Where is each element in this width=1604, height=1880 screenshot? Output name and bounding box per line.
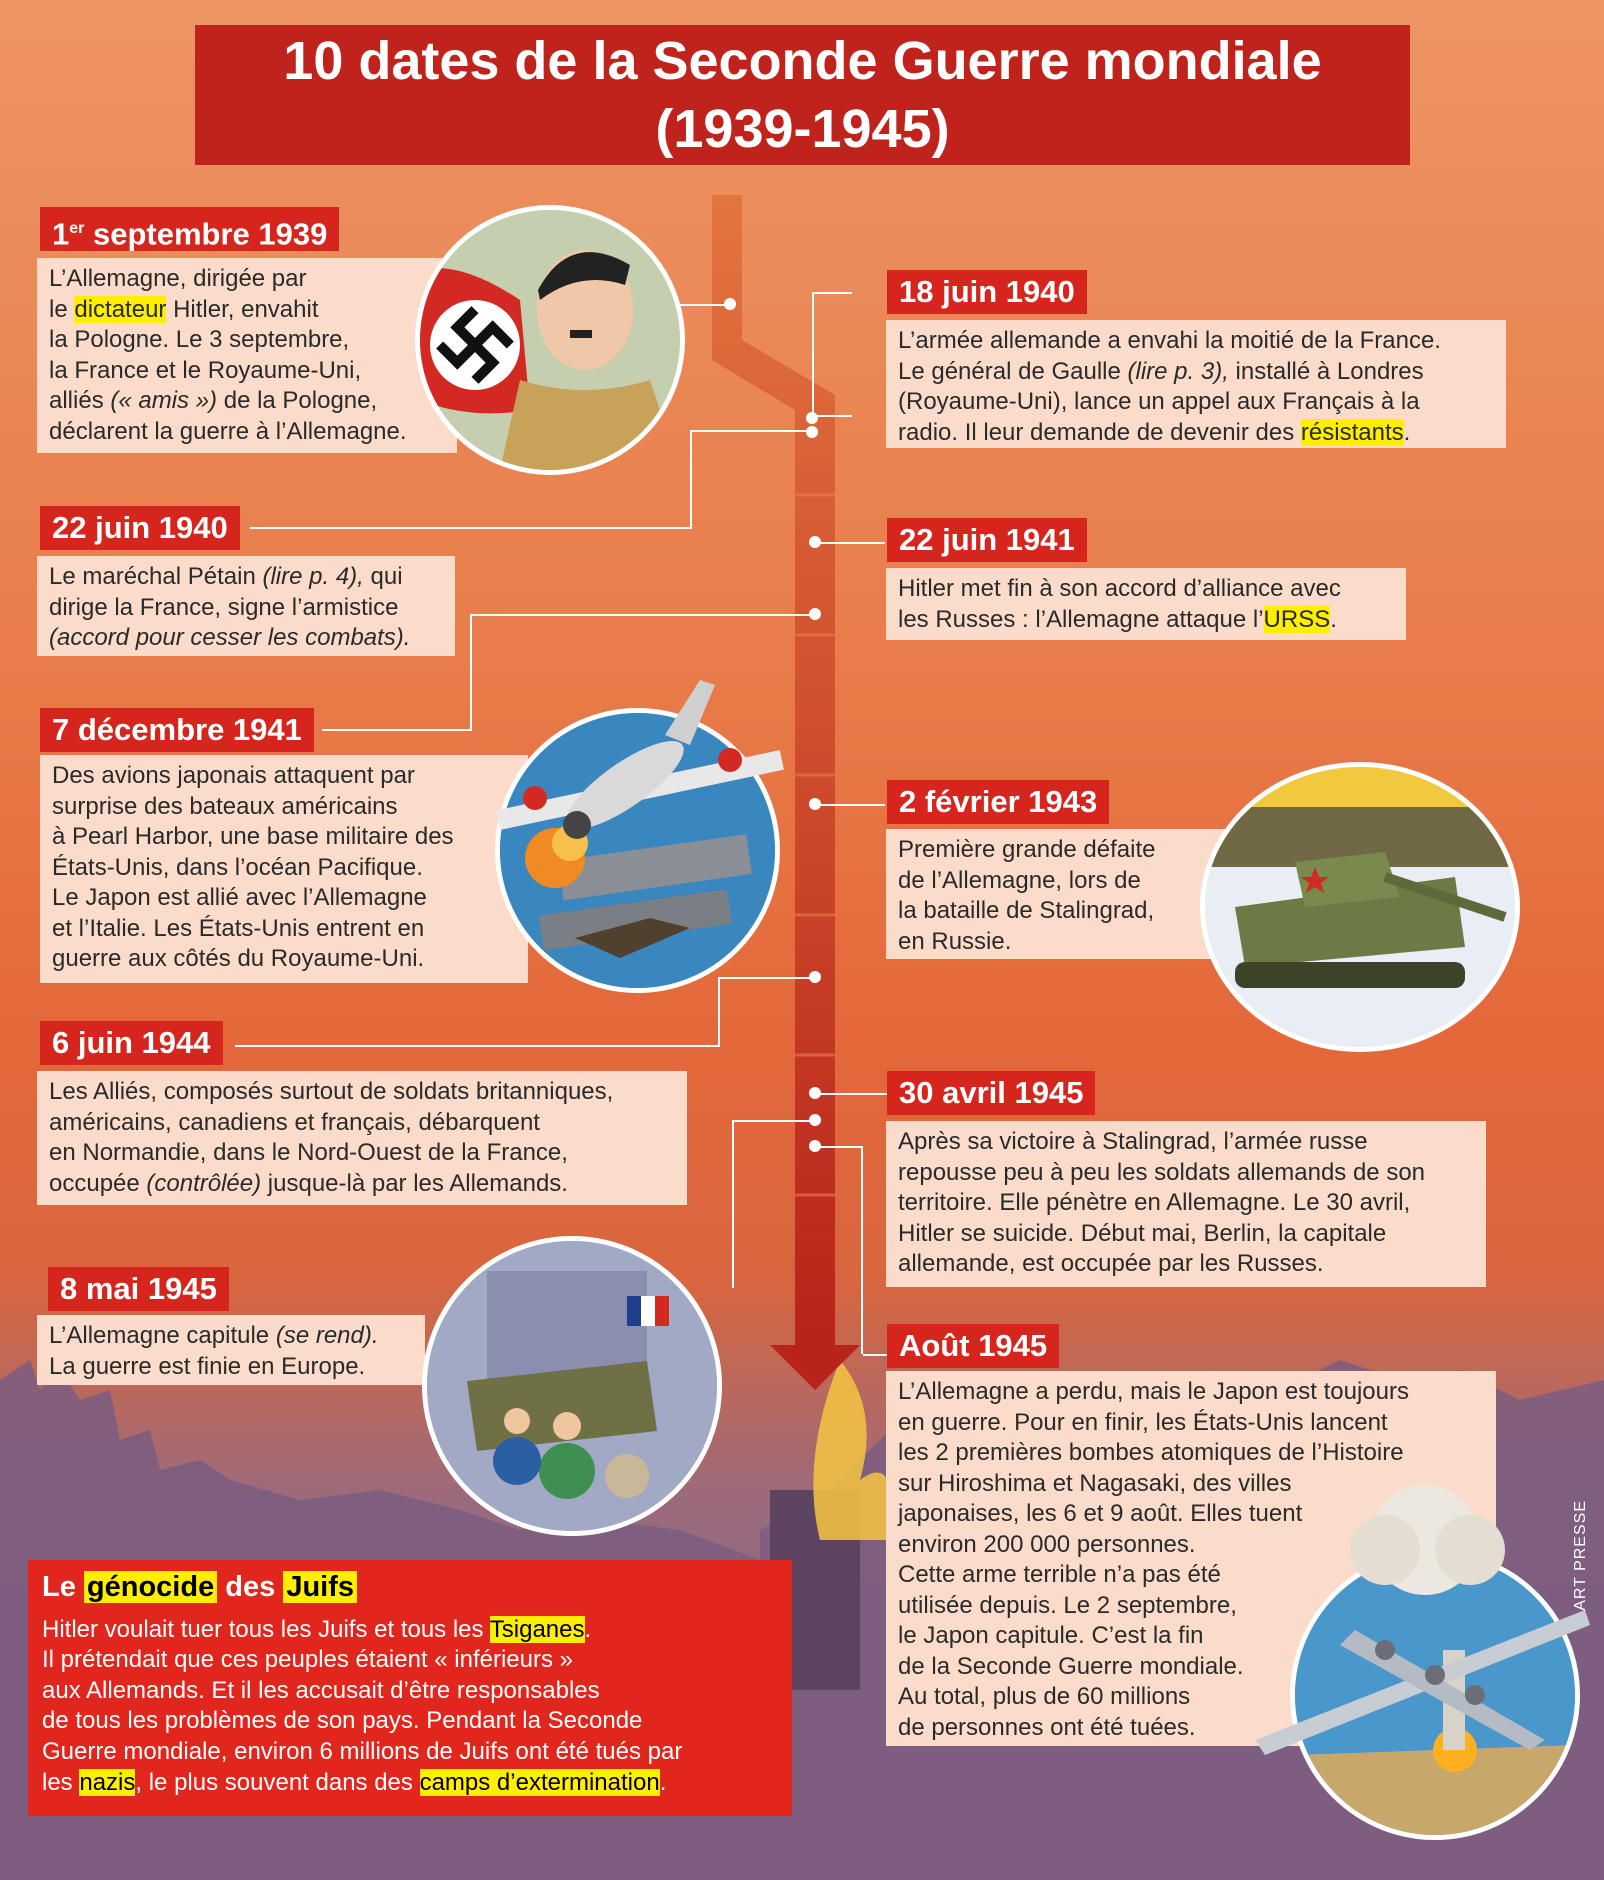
connector-line	[718, 977, 815, 1046]
tank-illustration	[1200, 762, 1520, 1052]
text-line: la Pologne. Le 3 septembre,	[49, 326, 350, 353]
text-line: dirige la France, signe l’armistice	[49, 593, 399, 621]
text-line: Le maréchal Pétain	[49, 563, 263, 590]
text-line: de personnes ont été tuées.	[898, 1713, 1196, 1741]
text-line: occupée	[49, 1169, 147, 1197]
genocide-title	[42, 1572, 778, 1603]
text-line: États-Unis, dans l’océan Pacifique.	[52, 853, 423, 881]
event-text	[886, 320, 1506, 448]
text-line: de tous les problèmes de son pays. Pendant la Seconde	[42, 1707, 643, 1735]
timeline-dot	[809, 608, 821, 620]
text-line: La guerre est finie en Europe.	[49, 1352, 366, 1380]
genocide-box	[28, 1560, 792, 1816]
text-line: de la Pologne,	[217, 387, 378, 414]
text-line: L’Allemagne capitule	[49, 1322, 276, 1349]
timeline-dot	[806, 412, 818, 424]
connector-line	[690, 430, 810, 527]
date-day: 1	[52, 216, 70, 252]
highlight-term: dictateur	[74, 295, 167, 323]
text-line: guerre aux côtés du Royaume-Uni.	[52, 945, 425, 972]
hitler-illustration	[415, 205, 685, 475]
text-line: déclarent la guerre à l’Allemagne.	[49, 417, 407, 445]
title-line-2: (1939-1945)	[655, 99, 950, 159]
italic-note: (se rend).	[275, 1322, 379, 1349]
zero-plane-illustration	[485, 675, 795, 855]
text-line: Les Alliés, composés surtout de soldats britanniques,	[49, 1078, 614, 1105]
text-line: (Royaume-Uni), lance un appel aux Français à la	[898, 388, 1420, 415]
event-text	[886, 1121, 1486, 1287]
text-line: surprise des bateaux américains	[52, 792, 398, 820]
event-text	[886, 829, 1226, 959]
text-line: Le Japon est allié avec l’Allemagne	[52, 884, 427, 911]
text-line: .	[1403, 418, 1411, 446]
text-line: en Russie.	[898, 927, 1012, 955]
text-line: à Pearl Harbor, une base militaire des	[52, 823, 454, 850]
liberation-illustration	[422, 1236, 722, 1536]
text-line: et l’Italie. Les États-Unis entrent en	[52, 914, 425, 942]
highlight-term: nazis	[79, 1768, 136, 1796]
event-text	[37, 258, 457, 453]
italic-note: (« amis »)	[110, 387, 218, 414]
connector-line	[235, 1045, 720, 1047]
text-line: en guerre. Pour en finir, les États-Unis lancent	[898, 1408, 1388, 1436]
bomber-plane-illustration	[1245, 1590, 1595, 1760]
text-line: Des avions japonais attaquent par	[52, 762, 415, 789]
text-line: les	[42, 1768, 80, 1796]
text-line: .	[1330, 605, 1337, 633]
highlight-term: génocide	[84, 1571, 217, 1603]
event-date: 22 juin 1941	[887, 518, 1087, 562]
text-line: L’Allemagne a perdu, mais le Japon est toujours	[898, 1378, 1409, 1405]
text-line: Hitler, envahit	[166, 295, 319, 323]
text-line: le	[49, 295, 75, 323]
text-line: utilisée depuis. Le 2 septembre,	[898, 1591, 1237, 1619]
credit-label: ART PRESSE	[1572, 1500, 1589, 1611]
text-line: Il prétendait que ces peuples étaient « inférieurs »	[42, 1646, 574, 1674]
italic-note: (contrôlée)	[146, 1169, 262, 1197]
highlight-term: résistants	[1300, 418, 1404, 446]
event-date: 6 juin 1944	[40, 1021, 223, 1065]
text-line: L’armée allemande a envahi la moitié de la France.	[898, 327, 1441, 354]
event-date: 18 juin 1940	[887, 270, 1087, 314]
text-line: Première grande défaite	[898, 836, 1156, 863]
highlight-term: camps d’extermination	[419, 1768, 660, 1796]
italic-note: (lire p. 3),	[1127, 357, 1229, 385]
event-date: 2 février 1943	[887, 780, 1109, 824]
timeline-dot	[806, 426, 818, 438]
title-text: des	[217, 1571, 284, 1603]
connector-line	[815, 1093, 888, 1095]
event-date: Août 1945	[887, 1324, 1059, 1368]
text-line: jusque-là par les Allemands.	[261, 1169, 568, 1197]
event-date: 30 avril 1945	[887, 1071, 1095, 1115]
italic-note: (accord pour cesser les combats).	[49, 624, 411, 651]
text-line: américains, canadiens et français, débarquent	[49, 1108, 540, 1136]
page-title	[195, 25, 1410, 165]
text-line: .	[659, 1768, 667, 1796]
timeline-dot	[809, 1114, 821, 1126]
connector-line	[815, 1146, 863, 1354]
highlight-term: URSS	[1263, 605, 1331, 633]
timeline-dot	[809, 971, 821, 983]
text-line: Cette arme terrible n’a pas été	[898, 1561, 1221, 1588]
event-date: 22 juin 1940	[40, 506, 240, 550]
event-date: 7 décembre 1941	[40, 708, 314, 752]
event-text	[886, 568, 1406, 640]
genocide-text	[42, 1615, 778, 1799]
text-line: en Normandie, dans le Nord-Ouest de la France,	[49, 1139, 568, 1166]
text-line: les Russes : l’Allemagne attaque l’	[898, 605, 1264, 633]
text-line: repousse peu à peu les soldats allemands de son	[898, 1158, 1426, 1186]
text-line: .	[584, 1615, 592, 1643]
text-line: japonaises, les 6 et 9 août. Elles tuent	[898, 1500, 1303, 1527]
title-line-1: 10 dates de la Seconde Guerre mondiale	[283, 31, 1322, 91]
text-line: Au total, plus de 60 millions	[898, 1683, 1191, 1710]
highlight-term: Tsiganes	[489, 1615, 585, 1643]
connector-line	[250, 527, 692, 529]
connector-line	[815, 542, 885, 544]
text-line: la France et le Royaume-Uni,	[49, 356, 362, 384]
text-line: qui	[363, 563, 403, 590]
text-line: sur Hiroshima et Nagasaki, des villes	[898, 1469, 1292, 1497]
date-rest: septembre 1939	[84, 216, 328, 252]
text-line: allemande, est occupée par les Russes.	[898, 1250, 1324, 1277]
text-line: la bataille de Stalingrad,	[898, 897, 1155, 924]
event-date: 8 mai 1945	[48, 1267, 229, 1311]
text-line: le Japon capitule. C’est la fin	[898, 1622, 1204, 1649]
timeline-dot	[724, 298, 736, 310]
date-sup: er	[69, 220, 85, 237]
text-line: Guerre mondiale, environ 6 millions de Juifs ont été tués par	[42, 1737, 683, 1765]
text-line: Hitler met fin à son accord d’alliance avec	[898, 575, 1341, 602]
event-text	[37, 1315, 425, 1385]
timeline-dot	[809, 1140, 821, 1152]
text-line: Après sa victoire à Stalingrad, l’armée russe	[898, 1128, 1368, 1155]
event-text	[37, 1071, 687, 1205]
text-line: Hitler voulait tuer tous les Juifs et tous les	[42, 1615, 490, 1643]
text-line: territoire. Elle pénètre en Allemagne. Le 30 avril,	[898, 1189, 1411, 1216]
text-line: de l’Allemagne, lors de	[898, 866, 1141, 894]
text-line: les 2 premières bombes atomiques de l’Histoire	[898, 1439, 1404, 1466]
timeline-dot	[809, 798, 821, 810]
timeline-dot	[809, 536, 821, 548]
text-line: environ 200 000 personnes.	[898, 1530, 1196, 1558]
text-line: radio. Il leur demande de devenir des	[898, 418, 1301, 446]
connector-line	[815, 804, 885, 806]
text-line: Hitler se suicide. Début mai, Berlin, la capitale	[898, 1219, 1387, 1247]
text-line: de la Seconde Guerre mondiale.	[898, 1652, 1244, 1680]
text-line: alliés	[49, 387, 111, 414]
text-line: L’Allemagne, dirigée par	[49, 265, 307, 292]
highlight-term: Juifs	[283, 1571, 357, 1603]
connector-line	[863, 1354, 888, 1356]
connector-line	[812, 292, 852, 417]
timeline-dot	[809, 1087, 821, 1099]
italic-note: (lire p. 4),	[262, 563, 364, 590]
connector-line	[732, 1120, 815, 1288]
text-line: aux Allemands. Et il les accusait d’être responsables	[42, 1676, 600, 1704]
title-text: Le	[42, 1571, 84, 1603]
connector-line	[322, 729, 472, 731]
text-line: installé à Londres	[1228, 357, 1424, 385]
event-date	[40, 207, 339, 251]
event-text	[40, 755, 528, 983]
text-line: , le plus souvent dans des	[135, 1768, 420, 1796]
text-line: Le général de Gaulle	[898, 357, 1128, 385]
event-text	[37, 556, 455, 656]
